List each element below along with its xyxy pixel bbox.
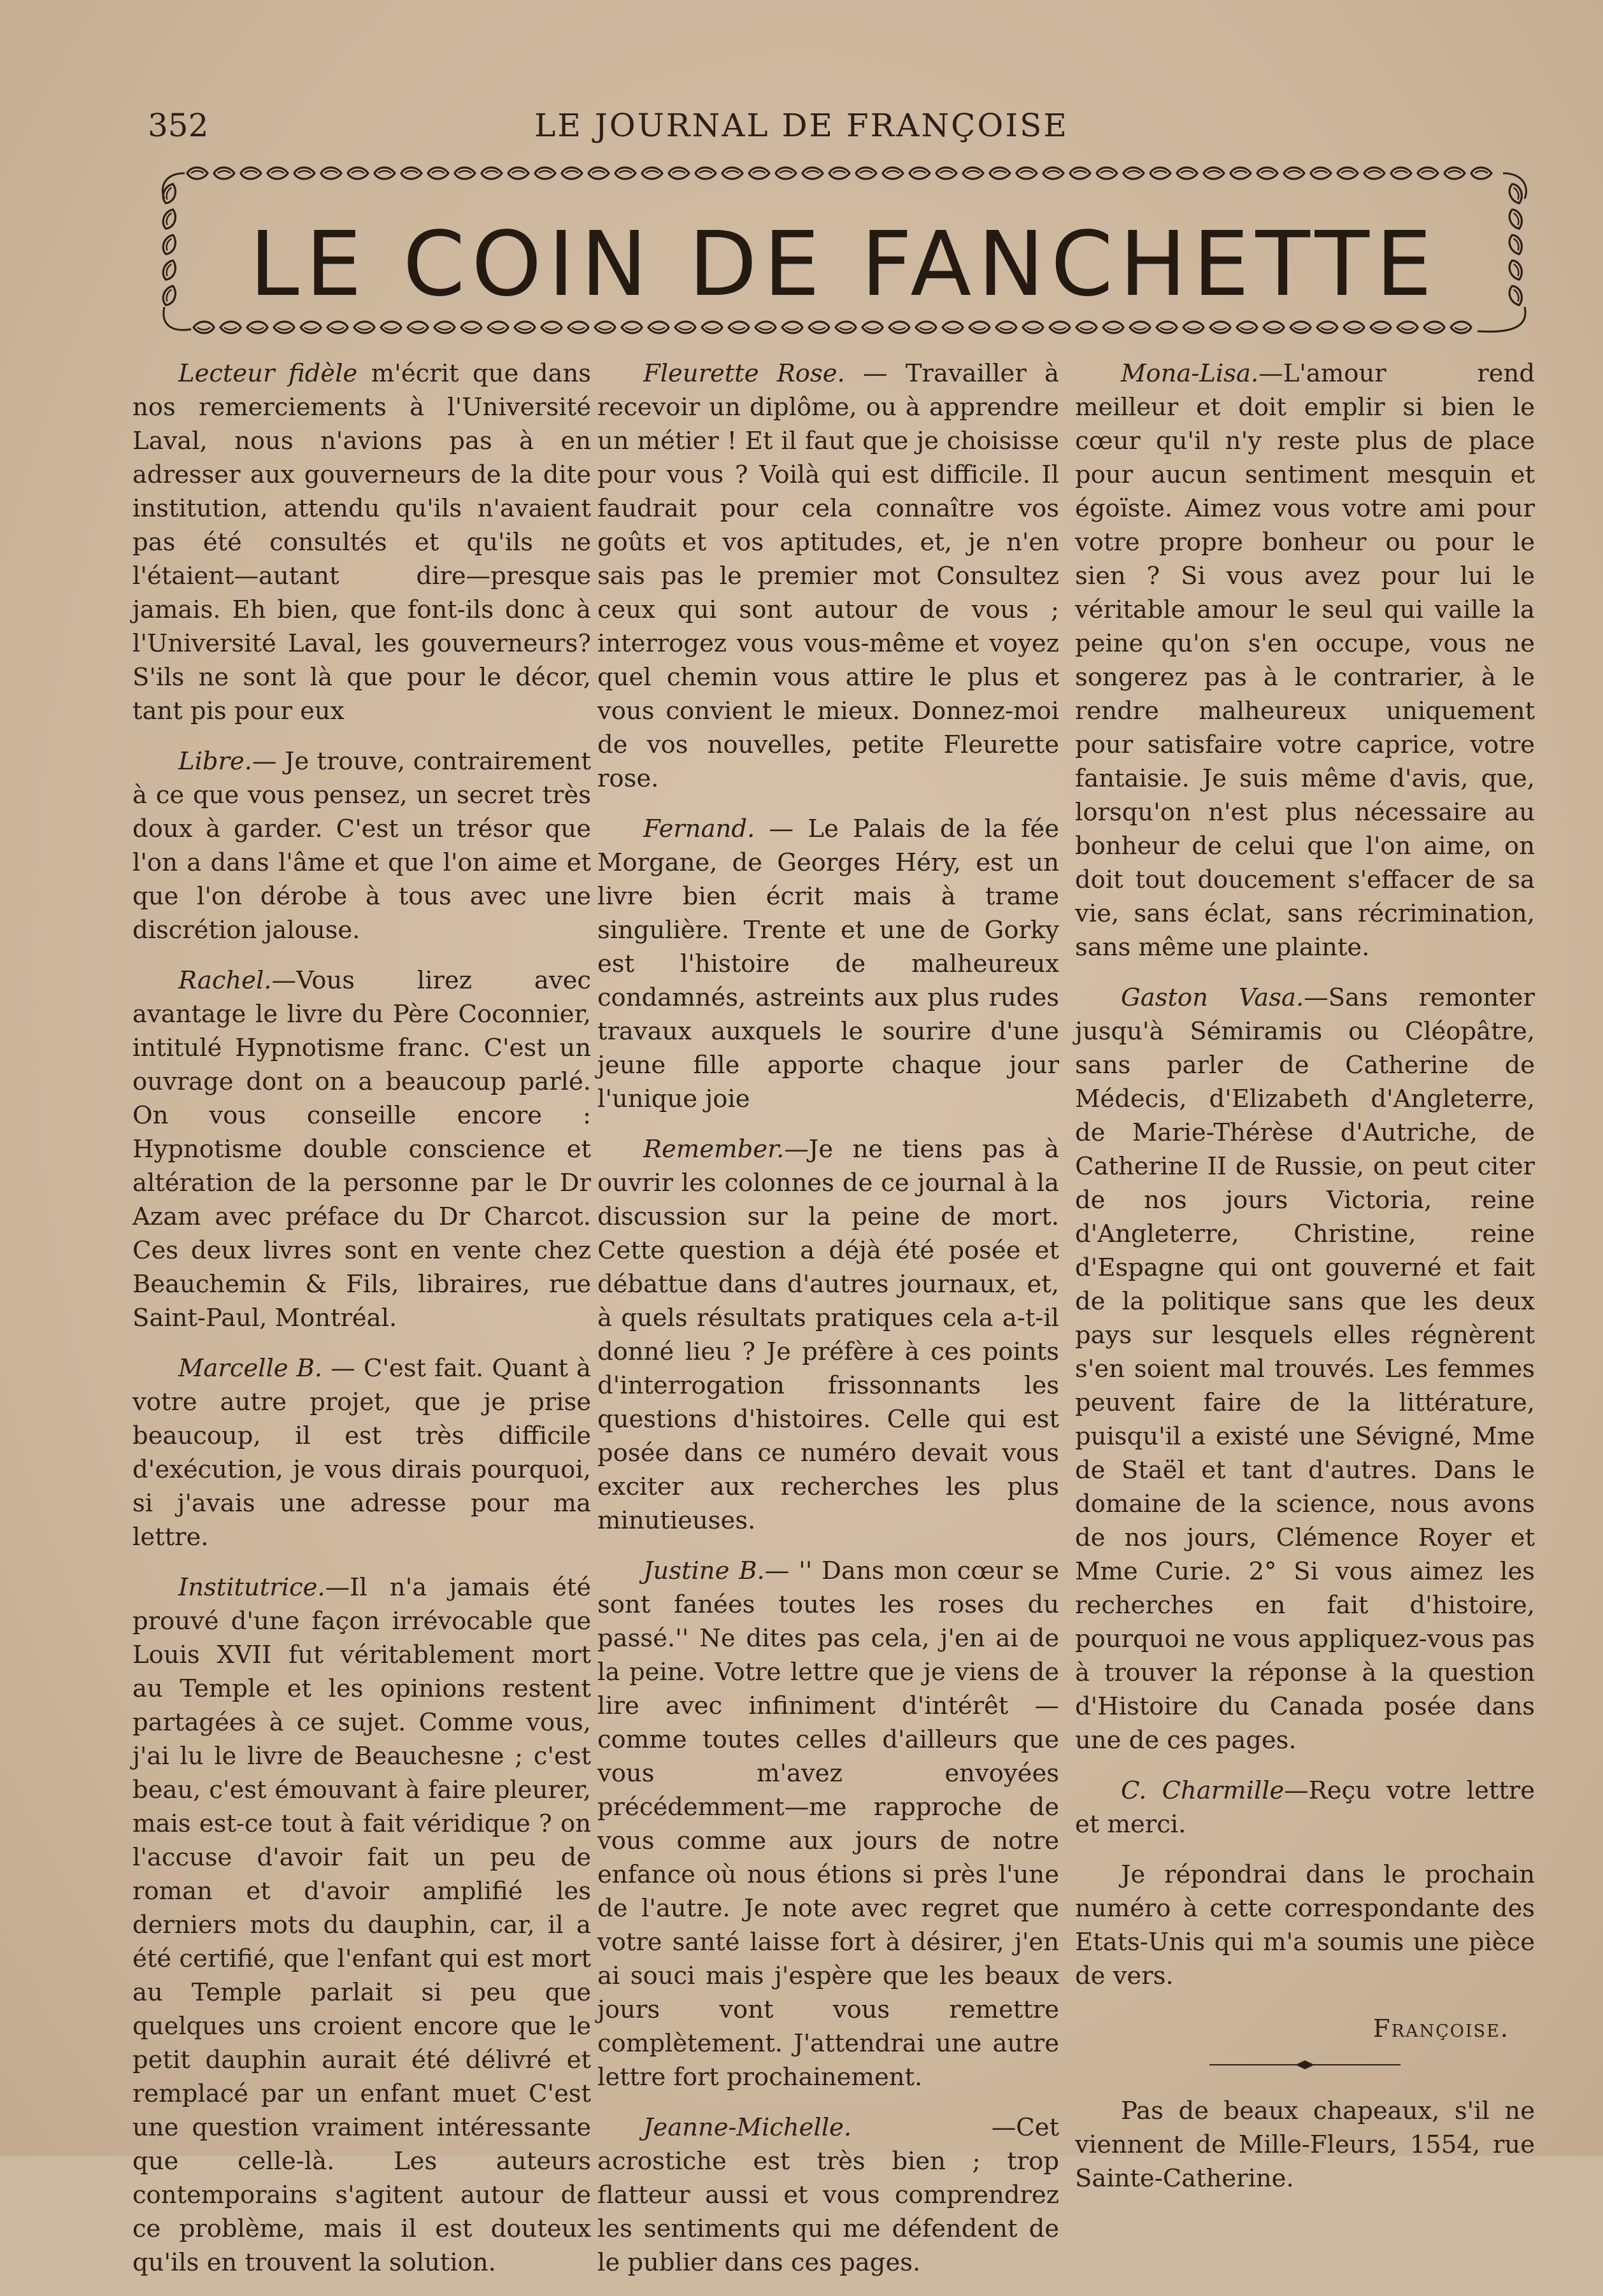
column-3 — [1075, 357, 1535, 2212]
leaf-ornament — [1103, 322, 1123, 333]
leaf-ornament — [615, 168, 636, 179]
leaf-ornament — [856, 168, 876, 179]
leaf-ornament — [348, 168, 368, 179]
leaf-ornament — [1424, 322, 1444, 333]
leaf-ornament — [220, 322, 241, 333]
page-number: 352 — [148, 107, 209, 144]
correspondent-name: Institutrice. — [178, 1573, 325, 1602]
letter-paragraph: Rachel.—Vous lirez avec avantage le livre du Père Coconnier, intitulé Hypnotisme franc. C'est un ouvrage dont on a beaucoup parlé. On vous conseille encore : Hypnotisme double conscience et altération de la personne par le Dr Azam avec préface du Dr Charcot. Ces deux livres sont en vente chez Beauchemin & Fils, libraires, rue Saint-Paul, Montréal. — [132, 966, 591, 1332]
leaf-ornament — [508, 168, 529, 179]
leaf-ornament — [1097, 168, 1117, 179]
leaf-ornament — [1043, 168, 1064, 179]
leaf-ornament — [354, 322, 374, 333]
leaf-ornament — [943, 322, 963, 333]
leaf-ornament — [755, 322, 776, 333]
leaf-ornament — [1264, 322, 1284, 333]
leaf-ornament — [241, 168, 261, 179]
leaf-ornament — [562, 168, 582, 179]
leaf-ornament — [374, 168, 395, 179]
leaf-ornament — [1123, 168, 1144, 179]
letter-paragraph: Institutrice.—Il n'a jamais été prouvé d'une façon irrévocable que Louis XVII fut véritablement mort au Temple et les opinions restent partagées à ce sujet. Comme vous, j'ai lu le livre de Beauchesne ; c'est beau, c'est émouvant à faire pleurer, mais est-ce tout à fait véridique ? on l'accuse d'avoir fait un peu de roman et d'avoir amplifié les derniers mots du dauphin, car, il a été certifié, que l'enfant qui est mort au Temple parlait si peu que quelques uns croient encore que le petit dauphin aurait été délivré et remplacé par un enfant muet C'est une question vraiment intéressante que celle-là. Les auteurs contemporains s'agitent autour de ce problème, mais il est douteux qu'ils en trouvent la solution. — [132, 1573, 591, 2277]
correspondent-name: Gaston Vasa. — [1121, 983, 1304, 1012]
leaf-ornament — [1210, 322, 1230, 333]
leaf-ornament — [1150, 168, 1171, 179]
leaf-ornament — [836, 322, 856, 333]
leaf-ornament — [408, 322, 428, 333]
leaf-ornament — [722, 168, 743, 179]
leaf-ornament — [675, 322, 695, 333]
leaf-ornament — [648, 322, 669, 333]
leaf-ornament — [1418, 168, 1438, 179]
correspondent-name: Jeanne-Michelle. — [643, 2113, 852, 2142]
leaf-ornament — [1070, 168, 1090, 179]
leaf-ornament — [488, 322, 508, 333]
correspondent-name: Fleurette Rose. — [643, 359, 845, 388]
leaf-ornament — [187, 168, 208, 179]
leaf-ornament — [1344, 322, 1364, 333]
correspondent-name: Lecteur fidèle — [178, 359, 358, 388]
leaf-ornament — [909, 168, 930, 179]
letter-paragraph: Marcelle B. — C'est fait. Quant à votre autre projet, que je prise beaucoup, il est très difficile d'exécution, je vous dirais pourquoi, si j'avais une adresse pour ma lettre. — [132, 1354, 591, 1551]
leaf-ornament — [990, 168, 1010, 179]
leaf-ornament — [1364, 168, 1385, 179]
leaf-ornament — [862, 322, 883, 333]
leaf-ornament — [428, 168, 448, 179]
correspondent-name: Fernand. — [643, 815, 755, 843]
leaf-ornament — [936, 168, 957, 179]
leaf-ornament — [588, 168, 609, 179]
leaf-ornament — [996, 322, 1016, 333]
leaf-ornament — [1444, 168, 1465, 179]
leaf-ornament — [1337, 168, 1358, 179]
leaf-ornament — [267, 168, 288, 179]
leaf-ornament — [782, 322, 802, 333]
leaf-ornament — [294, 168, 315, 179]
leaf-ornament — [963, 168, 983, 179]
leaf-ornament — [1016, 168, 1037, 179]
leaf-ornament — [1507, 182, 1525, 205]
leaf-ornament — [434, 322, 455, 333]
leaf-ornament — [969, 322, 990, 333]
correspondent-name: Remember. — [643, 1135, 785, 1164]
leaf-ornament — [1023, 322, 1043, 333]
column-1 — [132, 357, 591, 2296]
letter-paragraph: Remember.—Je ne tiens pas à ouvrir les colonnes de ce journal à la discussion sur la peine de mort. Cette question a déjà été posée et débattue dans d'autres journaux, et, à quels résultats pratiques cela a-t-il donné lieu ? Je préfère à ces points d'interrogation frissonnants les questions d'histoires. Celle qui est posée dans ce numéro devait vous exciter aux recherches les plus minutieuses. — [597, 1135, 1059, 1535]
leaf-ornament — [1311, 168, 1331, 179]
leaf-ornament — [702, 322, 722, 333]
leaf-ornament — [214, 168, 234, 179]
leaf-ornament — [1050, 322, 1070, 333]
letter-paragraph: Je répondrai dans le prochain numéro à cette correspondante des Etats-Unis qui m'a soumis une pièce de vers. — [1075, 1860, 1535, 1990]
ornamental-rule — [1209, 2058, 1400, 2071]
leaf-ornament — [1130, 322, 1150, 333]
leaf-ornament — [321, 168, 341, 179]
signature: Françoise. — [1372, 2014, 1509, 2043]
leaf-ornament — [1204, 168, 1224, 179]
leaf-ornament — [1317, 322, 1337, 333]
letter-paragraph: Mona-Lisa.—L'amour rend meilleur et doit emplir si bien le cœur qu'il n'y reste plus de place pour aucun sentiment mesquin et égoïste. Aimez vous votre ami pour votre propre bonheur ou pour le sien ? Si vous avez pour lui le véritable amour le seul qui vaille la peine qu'on s'en occupe, vous ne songerez pas à le contrarier, à le rendre malheureux uniquement pour satisfaire votre caprice, votre fantaisie. Je suis même d'avis, que, lorsqu'on n'est plus nécessaire au bonheur de celui que l'on aime, on doit tout doucement s'effacer de sa vie, sans éclat, sans récrimination, sans même une plainte. — [1075, 359, 1535, 962]
leaf-ornament — [1177, 168, 1197, 179]
letter-paragraph: Libre.— Je trouve, contrairement à ce que vous pensez, un secret très doux à garder. C'est un trésor que l'on a dans l'âme et que l'on aime et que l'on dérobe à tous avec une discrétion jalouse. — [132, 747, 591, 945]
leaf-ornament — [1157, 322, 1177, 333]
leaf-ornament — [1290, 322, 1311, 333]
title-banner — [146, 154, 1541, 357]
leaf-ornament — [301, 322, 321, 333]
leaf-ornament — [1230, 168, 1251, 179]
leaf-ornament — [889, 322, 909, 333]
leaf-ornament — [1371, 322, 1391, 333]
leaf-ornament — [669, 168, 689, 179]
leaf-ornament — [1183, 322, 1204, 333]
leaf-ornament — [568, 322, 588, 333]
correspondent-name: C. Charmille — [1121, 1776, 1285, 1805]
leaf-ornament — [883, 168, 903, 179]
leaf-ornament — [1284, 168, 1304, 179]
leaf-ornament — [541, 322, 562, 333]
leaf-ornament — [461, 322, 481, 333]
leaf-ornament — [695, 168, 716, 179]
leaf-ornament — [247, 322, 267, 333]
leaf-ornament — [381, 322, 401, 333]
leaf-ornament — [1237, 322, 1257, 333]
letter-paragraph: Lecteur fidèle m'écrit que dans nos remerciements à l'Université Laval, nous n'avions pas à en adresser aux gouverneurs de la dite institution, attendu qu'ils n'avaient pas été consultés et qu'ils ne l'étaient—autant dire—presque jamais. Eh bien, que font-ils donc à l'Université Laval, les gouverneurs? S'ils ne sont là que pour le décor, tant pis pour eux — [132, 359, 592, 725]
leaf-ornament — [829, 168, 850, 179]
leaf-ornament — [481, 168, 502, 179]
leaf-ornament — [776, 168, 796, 179]
correspondent-name: Justine B. — [643, 1557, 765, 1585]
leaf-ornament — [595, 322, 615, 333]
column-2 — [597, 357, 1059, 2296]
leaf-ornament — [729, 322, 749, 333]
leaf-ornament — [515, 322, 535, 333]
letter-paragraph: Gaston Vasa.—Sans remonter jusqu'à Sémiramis ou Cléopâtre, sans parler de Catherine de Médecis, d'Elizabeth d'Angleterre, de Marie-Thérèse d'Autriche, de Catherine II de Russie, on peut citer de nos jours Victoria, reine d'Angleterre, Christine, reine d'Espagne qui ont gouverné et fait de la politique sans que les deux pays sur lesquels elles régnèrent s'en soient mal trouvés. Les femmes peuvent faire de la littérature, puisqu'il a existé une Sévigné, Mme de Staël et tant d'autres. Dans le domaine de la science, nous avons de nos jours, Clémence Royer et Mme Curie. 2° Si vous aimez les recherches en fait d'histoire, pourquoi ne vous appliquez-vous pas à trouver la réponse à la question d'Histoire du Canada posée dans une de ces pages. — [1075, 983, 1535, 1755]
leaf-ornament — [274, 322, 294, 333]
leaf-ornament — [809, 322, 829, 333]
section-title: LE COIN DE FANCHETTE — [249, 213, 1439, 317]
leaf-ornament — [194, 322, 214, 333]
leaf-ornament — [749, 168, 769, 179]
leaf-ornament — [535, 168, 555, 179]
leaf-ornament — [802, 168, 823, 179]
leaf-ornament — [622, 322, 642, 333]
leaf-ornament — [401, 168, 422, 179]
letter-paragraph: Fernand. — Le Palais de la fée Morgane, de Georges Héry, est un livre bien écrit mais à trame singulière. Trente et une de Gorky est l'histoire de malheureux condamnés, astreints aux plus rudes travaux auxquels le sourire d'une jeune fille apporte chaque jour l'unique joie — [597, 815, 1059, 1113]
leaf-ornament — [1257, 168, 1278, 179]
leaf-ornament — [916, 322, 936, 333]
leaf-ornament — [455, 168, 475, 179]
leaf-ornament — [1471, 168, 1492, 179]
leaf-ornament — [1397, 322, 1418, 333]
running-title: LE JOURNAL DE FRANÇOISE — [534, 107, 1069, 144]
letter-paragraph: Fleurette Rose. — Travailler à recevoir un diplôme, ou à apprendre un métier ! Et il faut que je choisisse pour vous ? Voilà qui est difficile. Il faudrait pour cela connaître vos goûts et vos aptitudes, et, je n'en sais pas le premier mot Consultez ceux qui sont autour de vous ; interrogez vous vous-même et voyez quel chemin vous attire le plus et vous convient le mieux. Donnez-moi de vos nouvelles, petite Fleurette rose. — [597, 359, 1059, 793]
correspondent-name: Rachel. — [178, 966, 272, 995]
letter-paragraph: Jeanne-Michelle. —Cet acrostiche est très bien ; trop flatteur aussi et vous comprendrez les sentiments qui me défendent de le publier dans ces pages. — [597, 2113, 1059, 2277]
leaf-ornament — [1451, 322, 1471, 333]
correspondent-name: Libre. — [178, 747, 252, 776]
leaf-ornament — [642, 168, 662, 179]
letter-paragraph: Justine B.— '' Dans mon cœur se sont fanées toutes les roses du passé.'' Ne dites pas cela, j'en ai de la peine. Votre lettre que je viens de lire avec infiniment d'intérêt — comme toutes celles d'ailleurs que vous m'avez envoyées précédemment—me rapproche de vous comme aux jours de notre enfance où nous étions si près l'une de l'autre. Je note avec regret que votre santé laisse fort à désirer, j'en ai souci mais j'espère que les beaux jours vont vous remettre complètement. J'attendrai une autre lettre fort prochainement. — [597, 1557, 1060, 2092]
advertisement: Pas de beaux chapeaux, s'il ne viennent de Mille-Fleurs, 1554, rue Sainte-Catherine. — [1075, 2097, 1535, 2193]
leaf-ornament — [1391, 168, 1411, 179]
letter-paragraph: C. Charmille—Reçu votre lettre et merci. — [1075, 1776, 1535, 1839]
leaf-ornament — [327, 322, 348, 333]
correspondent-name: Marcelle B. — [178, 1354, 323, 1383]
leaf-ornament — [1076, 322, 1097, 333]
correspondent-name: Mona-Lisa. — [1121, 359, 1259, 388]
